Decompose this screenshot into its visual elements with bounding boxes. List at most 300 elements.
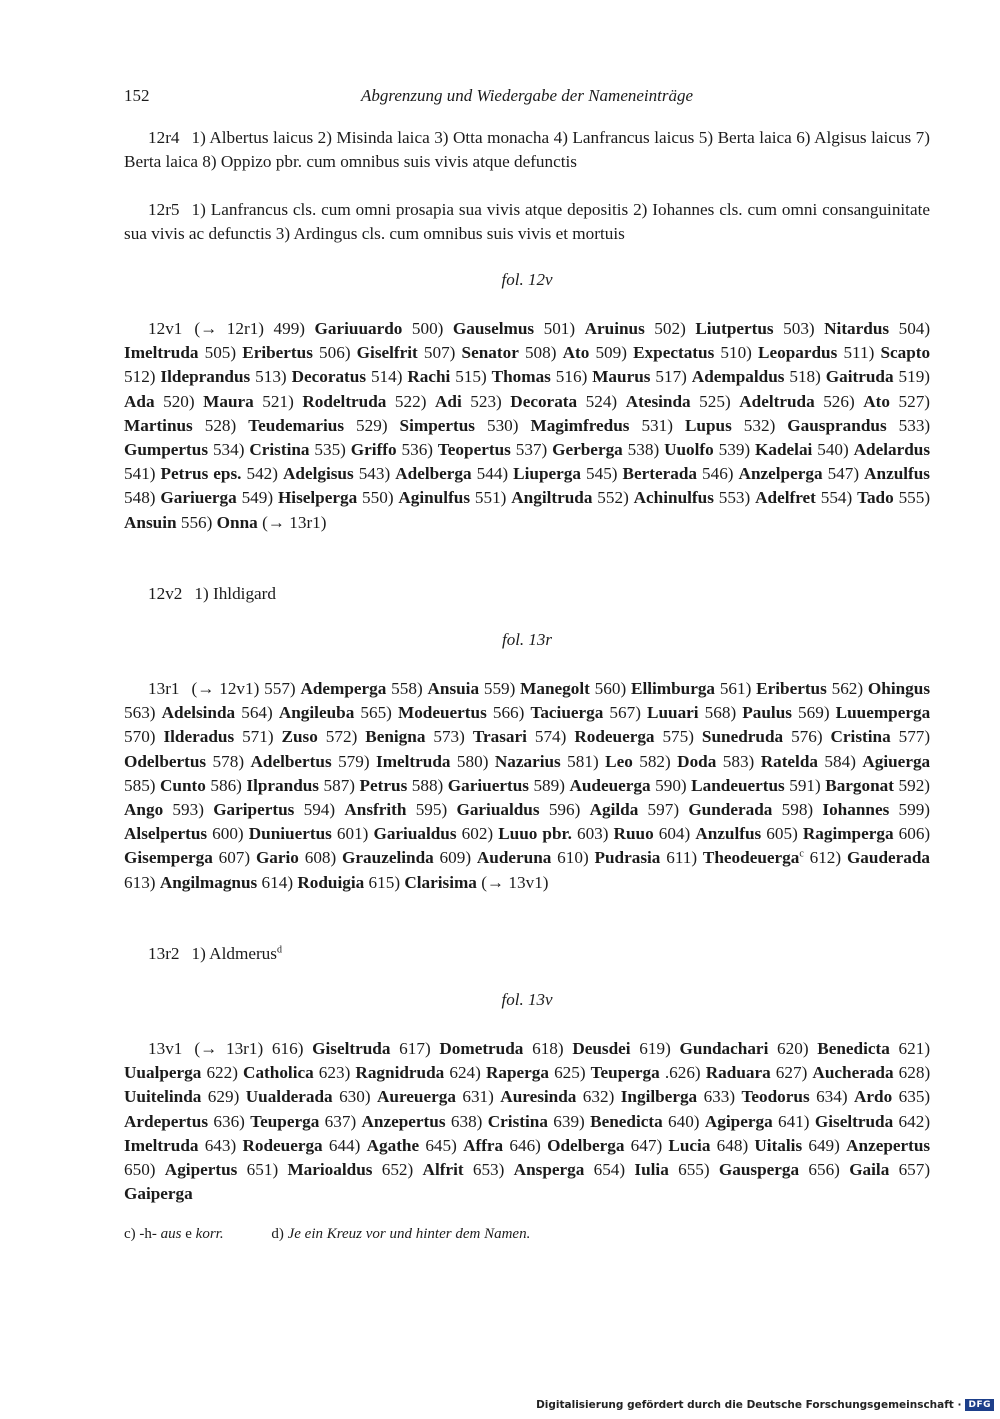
person-name: Angiltruda — [511, 488, 593, 508]
entry-number: 564) — [241, 703, 273, 723]
entry-number: 646) — [509, 1135, 541, 1155]
digitization-credit — [536, 1399, 994, 1411]
name-entry — [356, 416, 475, 435]
name-entry — [648, 800, 773, 819]
entry-number: 583) — [722, 751, 755, 771]
person-name: Uualderada — [245, 1087, 333, 1107]
entry-number: 528) — [204, 415, 237, 435]
entry-number: 543) — [358, 464, 391, 484]
name-entry — [338, 752, 450, 771]
name-entry — [719, 440, 813, 459]
name-entry — [719, 488, 816, 507]
person-name: Uitalis — [754, 1135, 803, 1155]
entry-number: 505) — [204, 343, 237, 363]
person-name: Benedicta — [817, 1039, 890, 1058]
person-name: Ragnidruda — [355, 1063, 445, 1083]
entry-number: 562) — [831, 679, 864, 698]
entry-number: 589) — [533, 775, 565, 795]
entry-number: 578) — [212, 751, 245, 771]
name-entry — [789, 367, 893, 386]
entry-number: 535) — [314, 440, 346, 460]
entry-number: 601) — [336, 824, 369, 844]
person-name: Dometruda — [439, 1039, 524, 1058]
page-number: 152 — [124, 86, 150, 105]
entry-number: 531) — [641, 415, 673, 435]
entry-number: 651) — [246, 1160, 279, 1180]
entry-sigil: 12r5 — [148, 200, 180, 219]
entry-number: 602) — [461, 824, 494, 844]
entry-number: 557) — [264, 679, 296, 698]
person-name: Imeltruda — [124, 1135, 199, 1155]
person-name: Luuo pbr. — [498, 824, 572, 844]
person-name: Paulus — [742, 703, 792, 723]
name-entry — [172, 800, 294, 819]
person-name: Gundachari — [679, 1039, 769, 1058]
entry-text: 1) Lanfrancus cls. cum omni prosapia sua vivis atque depositis 2) Iohannes cls. cum omni consanguinitate sua vivis ac defunctis 3) Ardingus cls. cum omnibus suis vivis et mortuis — [124, 200, 930, 244]
entry-12v2 — [124, 582, 930, 606]
person-name: Agiuerga — [862, 751, 931, 771]
name-entry — [369, 873, 477, 892]
entry-number: 599) — [898, 800, 931, 820]
name-entry — [535, 727, 655, 746]
entry-number: 647) — [630, 1135, 663, 1155]
entry-number: 526) — [823, 391, 855, 411]
person-name: Senator — [461, 343, 519, 363]
entry-number: 550) — [362, 488, 394, 508]
entry-number: 649) — [808, 1135, 840, 1155]
person-name: Ardepertus — [124, 1111, 209, 1131]
cross-reference: (→ 12r1) — [194, 319, 265, 338]
person-name: Ato — [562, 343, 590, 363]
person-name: Ansperga — [513, 1160, 585, 1180]
name-entry — [776, 1063, 894, 1082]
name-entry — [532, 1039, 630, 1058]
person-name: Pudrasia — [594, 848, 661, 868]
entry-text: 1) Ihldigard — [194, 584, 276, 603]
name-entry — [654, 319, 773, 338]
entry-number: 537) — [515, 440, 548, 460]
entry-number: 540) — [817, 440, 849, 460]
name-entry — [124, 1160, 237, 1179]
entry-number: 542) — [246, 464, 278, 484]
person-name: Ansfrith — [344, 800, 407, 820]
entry-number: 619) — [639, 1039, 671, 1058]
folio-heading-12v: fol. 12v — [501, 270, 553, 289]
person-name: Gariuertus — [447, 775, 529, 795]
entry-number: 628) — [898, 1063, 931, 1083]
person-name: Odelberga — [547, 1135, 625, 1155]
person-name: Hiselperga — [277, 488, 358, 508]
name-entry — [326, 727, 426, 746]
person-name: Aucherada — [812, 1063, 894, 1083]
person-name: Giselfrit — [356, 343, 418, 363]
name-entry — [639, 1039, 768, 1058]
entry-number: 511) — [843, 343, 875, 363]
person-name: Eribertus — [756, 679, 827, 698]
name-entry — [402, 440, 511, 459]
footnote-text: -h- — [139, 1226, 157, 1242]
person-name: Taciuerga — [530, 703, 604, 723]
entry-number: 624) — [449, 1063, 481, 1083]
name-entry — [668, 1112, 773, 1131]
name-entry — [181, 513, 258, 532]
name-entry — [274, 319, 403, 338]
entry-number: 636) — [213, 1111, 245, 1131]
entry-13v1 — [124, 1037, 930, 1206]
person-name: Ellimburga — [630, 679, 716, 698]
entry-13r1 — [124, 677, 930, 895]
entry-number: 642) — [898, 1111, 931, 1131]
name-entry — [305, 848, 434, 867]
person-name: Aginulfus — [398, 488, 471, 508]
name-entry — [425, 1136, 503, 1155]
person-name: Modeuertus — [397, 703, 487, 723]
name-entry — [655, 776, 785, 795]
name-entry — [314, 440, 396, 459]
entry-sigil: 13r2 — [148, 944, 180, 963]
name-entry — [828, 464, 930, 483]
entry-number: 629) — [207, 1087, 240, 1107]
entry-number: 534) — [212, 440, 245, 460]
person-name: Catholica — [243, 1063, 314, 1083]
entry-number: 612) — [809, 848, 842, 868]
person-name: Anzepertus — [846, 1135, 931, 1155]
person-name: Audeuerga — [569, 775, 651, 795]
footnote-mark: c) — [124, 1226, 136, 1242]
person-name: Maura — [203, 391, 254, 411]
name-entry — [662, 727, 783, 746]
entry-number: 640) — [668, 1111, 700, 1131]
name-entry — [319, 343, 418, 362]
person-name: Lupus — [684, 415, 732, 435]
person-name: Clarisima — [404, 872, 477, 892]
name-entry — [124, 776, 206, 795]
name-entry — [262, 873, 365, 892]
name-entry — [595, 679, 715, 698]
entry-number: 613) — [124, 872, 156, 892]
person-name: Rodeltruda — [302, 391, 387, 411]
entry-number: 654) — [593, 1160, 626, 1180]
person-name: Rachi — [407, 367, 451, 387]
person-name: Agathe — [366, 1135, 420, 1155]
cross-reference: (→ 13r1) — [194, 1039, 264, 1058]
person-name: Anzepertus — [361, 1111, 446, 1131]
entry-number: 532) — [743, 415, 776, 435]
person-name: Ilprandus — [246, 775, 320, 795]
person-name: Onna — [216, 512, 258, 532]
entry-number: 536) — [401, 440, 434, 460]
entry-12r4 — [124, 126, 930, 174]
name-entry — [516, 440, 623, 459]
footnote-text: aus — [160, 1226, 182, 1242]
entry-number: 530) — [486, 415, 519, 435]
person-name: Ilderadus — [163, 727, 235, 747]
person-name: Leopardus — [758, 343, 838, 363]
name-entry — [247, 1160, 373, 1179]
person-name: Benedicta — [590, 1111, 663, 1131]
person-name: Nazarius — [494, 751, 561, 771]
footnote-d — [271, 1226, 530, 1243]
entry-number: 596) — [548, 800, 581, 820]
person-name: Uualperga — [124, 1063, 202, 1083]
name-entry — [440, 848, 552, 867]
entry-number: 608) — [304, 848, 337, 868]
person-name: Decoratus — [291, 367, 367, 387]
name-entry — [205, 343, 313, 362]
name-entry — [778, 1112, 893, 1131]
entry-number: 519) — [898, 367, 931, 387]
entry-number: 563) — [124, 703, 156, 723]
cross-reference: (→ 12v1) — [191, 679, 260, 698]
footnote-text: Je ein Kreuz vor und hinter dem Namen. — [287, 1226, 531, 1242]
name-entry — [554, 1063, 660, 1082]
entry-number: 512) — [124, 367, 156, 387]
person-name: Ohingus — [867, 679, 931, 698]
person-name: Giseltruda — [814, 1111, 894, 1131]
name-entry — [329, 1136, 419, 1155]
entry-number: 635) — [898, 1087, 931, 1107]
person-name: Imeltruda — [124, 343, 199, 363]
entry-number: 600) — [212, 824, 244, 844]
entry-number: 552) — [597, 488, 629, 508]
name-entry — [470, 392, 577, 411]
person-name: Adeltruda — [739, 391, 815, 411]
name-entry — [595, 343, 714, 362]
person-name: Gausprandus — [787, 415, 887, 435]
person-name: Gerberga — [552, 440, 623, 460]
entry-sigil: 13r1 — [148, 679, 180, 698]
name-entry — [339, 1087, 456, 1106]
name-entry — [777, 1039, 890, 1058]
person-name: Iulia — [634, 1160, 669, 1180]
entry-number: 499) — [273, 319, 306, 338]
person-name: Auderuna — [476, 848, 552, 868]
person-name: Adelberga — [395, 464, 472, 484]
person-name: Liuperga — [513, 464, 581, 484]
entry-number: 577) — [898, 727, 931, 747]
person-name: Alfrit — [422, 1160, 464, 1180]
name-entry — [255, 367, 366, 386]
entry-number: 588) — [411, 775, 444, 795]
person-name: Raperga — [485, 1063, 549, 1083]
name-entry — [665, 1063, 771, 1082]
entry-number: 521) — [262, 391, 294, 411]
name-entry — [586, 392, 691, 411]
name-entry — [717, 1136, 802, 1155]
person-name: Anzulfus — [695, 824, 762, 844]
name-entry — [544, 319, 645, 338]
person-name: Adelbertus — [250, 751, 332, 771]
person-name: Ansuia — [427, 679, 480, 698]
footnote-mark: d) — [271, 1226, 284, 1242]
name-entry — [583, 1087, 697, 1106]
person-name: Trasari — [472, 727, 527, 747]
entry-number: 555) — [898, 488, 931, 508]
footnote-ref-d: d — [276, 944, 282, 956]
entry-number: 625) — [554, 1063, 586, 1083]
person-name: Imeltruda — [376, 751, 451, 771]
entry-number: 609) — [439, 848, 472, 868]
entry-number: 637) — [324, 1111, 357, 1131]
person-name: Luuari — [647, 703, 699, 723]
person-name: Angilmagnus — [159, 872, 258, 892]
entry-number: 565) — [360, 703, 392, 723]
name-entry — [702, 464, 823, 483]
entry-number: 622) — [206, 1063, 238, 1083]
person-name: Ada — [124, 391, 155, 411]
person-name: Simpertus — [399, 415, 475, 435]
entry-number: 507) — [423, 343, 456, 363]
name-entry — [832, 679, 930, 698]
name-entry — [124, 464, 241, 483]
person-name: Teuperga — [250, 1111, 320, 1131]
person-name: Teuperga — [590, 1063, 660, 1083]
name-entry — [720, 343, 837, 362]
entry-number: 644) — [328, 1135, 361, 1155]
name-entry — [791, 727, 891, 746]
entry-number: 508) — [524, 343, 557, 363]
entry-number: 529) — [356, 415, 388, 435]
person-name: Ingilberga — [620, 1087, 698, 1107]
person-name: Tado — [857, 488, 894, 508]
entry-number: 634) — [816, 1087, 848, 1107]
footnotes — [124, 1226, 930, 1243]
name-entry — [163, 392, 254, 411]
entry-number: 502) — [654, 319, 686, 338]
person-name: Ratelda — [760, 751, 818, 771]
entry-number: 513) — [255, 367, 287, 387]
person-name: Gumpertus — [124, 440, 209, 460]
entry-number: 558) — [391, 679, 423, 698]
name-entry — [477, 464, 581, 483]
name-entry — [789, 776, 894, 795]
person-name: Agipertus — [164, 1160, 238, 1180]
person-name: Adelardus — [853, 440, 931, 460]
person-name: Aureuerga — [377, 1087, 456, 1107]
credit-text: Digitalisierung gefördert durch die Deutsche Forschungsgemeinschaft · — [536, 1399, 962, 1411]
name-entry — [262, 392, 386, 411]
cross-reference: (→ 13r1) — [262, 512, 327, 532]
person-name: Adi — [434, 391, 462, 411]
person-name: Adelgisus — [283, 464, 354, 484]
name-entry — [264, 679, 386, 698]
person-name: Teopertus — [437, 440, 511, 460]
running-title: Abgrenzung und Wiedergabe der Nameneinträge — [360, 86, 694, 105]
name-entry — [659, 824, 761, 843]
entry-number: 573) — [433, 727, 465, 747]
entry-number: 576) — [791, 727, 823, 747]
entry-number: 514) — [370, 367, 403, 387]
entry-sigil: 13v1 — [148, 1039, 183, 1058]
name-entry — [371, 367, 450, 386]
person-name: Cunto — [160, 775, 206, 795]
person-name: Gario — [255, 848, 299, 868]
entry-number: 586) — [210, 775, 242, 795]
person-name: Gaila — [849, 1160, 890, 1180]
entry-number: 571) — [242, 727, 274, 747]
entry-number: 533) — [898, 415, 931, 435]
name-entry — [399, 1039, 523, 1058]
name-entry — [557, 848, 660, 867]
entry-number: 645) — [425, 1135, 457, 1155]
name-entry — [208, 1087, 333, 1106]
person-name: Petrus — [359, 775, 408, 795]
name-entry — [823, 392, 890, 411]
person-name: Uuitelinda — [124, 1087, 202, 1107]
name-entry — [449, 1063, 549, 1082]
name-entry — [808, 1136, 930, 1155]
name-entry — [594, 1160, 669, 1179]
person-name: Ardo — [854, 1087, 893, 1107]
entry-number: 541) — [124, 464, 156, 484]
entry-number: 593) — [172, 800, 204, 820]
name-entry — [549, 800, 638, 819]
entry-number: 631) — [462, 1087, 494, 1107]
name-entry — [723, 752, 818, 771]
person-name: Berterada — [622, 464, 697, 484]
name-entry — [821, 488, 894, 507]
entry-number: 584) — [824, 751, 856, 771]
name-entry — [242, 488, 358, 507]
name-entry — [766, 824, 893, 843]
name-entry — [816, 1087, 892, 1106]
cross-reference: (→ 13v1) — [481, 872, 549, 892]
name-entry — [325, 1112, 446, 1131]
entry-number: 598) — [781, 800, 814, 820]
name-entry — [705, 703, 792, 722]
entry-number: 591) — [789, 775, 821, 795]
name-entry — [212, 824, 332, 843]
person-name: Gariuerga — [160, 488, 237, 508]
person-name: Gariualdus — [456, 800, 540, 820]
entry-number: 509) — [595, 343, 627, 363]
entry-number: 607) — [218, 848, 251, 868]
entry-number: 604) — [658, 824, 691, 844]
person-name: Affra — [463, 1135, 504, 1155]
name-entry — [597, 488, 714, 507]
name-entry — [205, 1136, 323, 1155]
entry-number: 510) — [720, 343, 752, 363]
name-entry — [556, 367, 651, 386]
person-name: Petrus eps. — [160, 464, 242, 484]
name-entry — [241, 703, 354, 722]
footnote-ref-c: c — [799, 848, 804, 860]
person-name: Alselpertus — [124, 824, 208, 844]
name-entry — [567, 752, 633, 771]
person-name: Raduara — [705, 1063, 771, 1083]
entry-number: 632) — [582, 1087, 615, 1107]
entry-number: 614) — [261, 872, 294, 892]
person-name: Auresinda — [500, 1087, 577, 1107]
person-name: Ango — [124, 800, 164, 820]
name-entry — [124, 367, 250, 386]
entry-number: 501) — [543, 319, 576, 338]
name-entry — [553, 1112, 662, 1131]
person-name: Iohannes — [822, 800, 890, 820]
name-entry — [509, 1136, 624, 1155]
person-name: Uuolfo — [664, 440, 714, 460]
person-name: Kadelai — [755, 440, 813, 460]
name-entry — [462, 1087, 576, 1106]
name-entry — [124, 703, 235, 722]
person-name: Ato — [863, 391, 890, 411]
entry-number: 657) — [898, 1160, 931, 1180]
entry-number: 500) — [411, 319, 444, 338]
name-entry — [704, 1087, 810, 1106]
entry-number: 610) — [557, 848, 589, 868]
name-entry — [416, 800, 540, 819]
entry-number: 615) — [368, 872, 401, 892]
